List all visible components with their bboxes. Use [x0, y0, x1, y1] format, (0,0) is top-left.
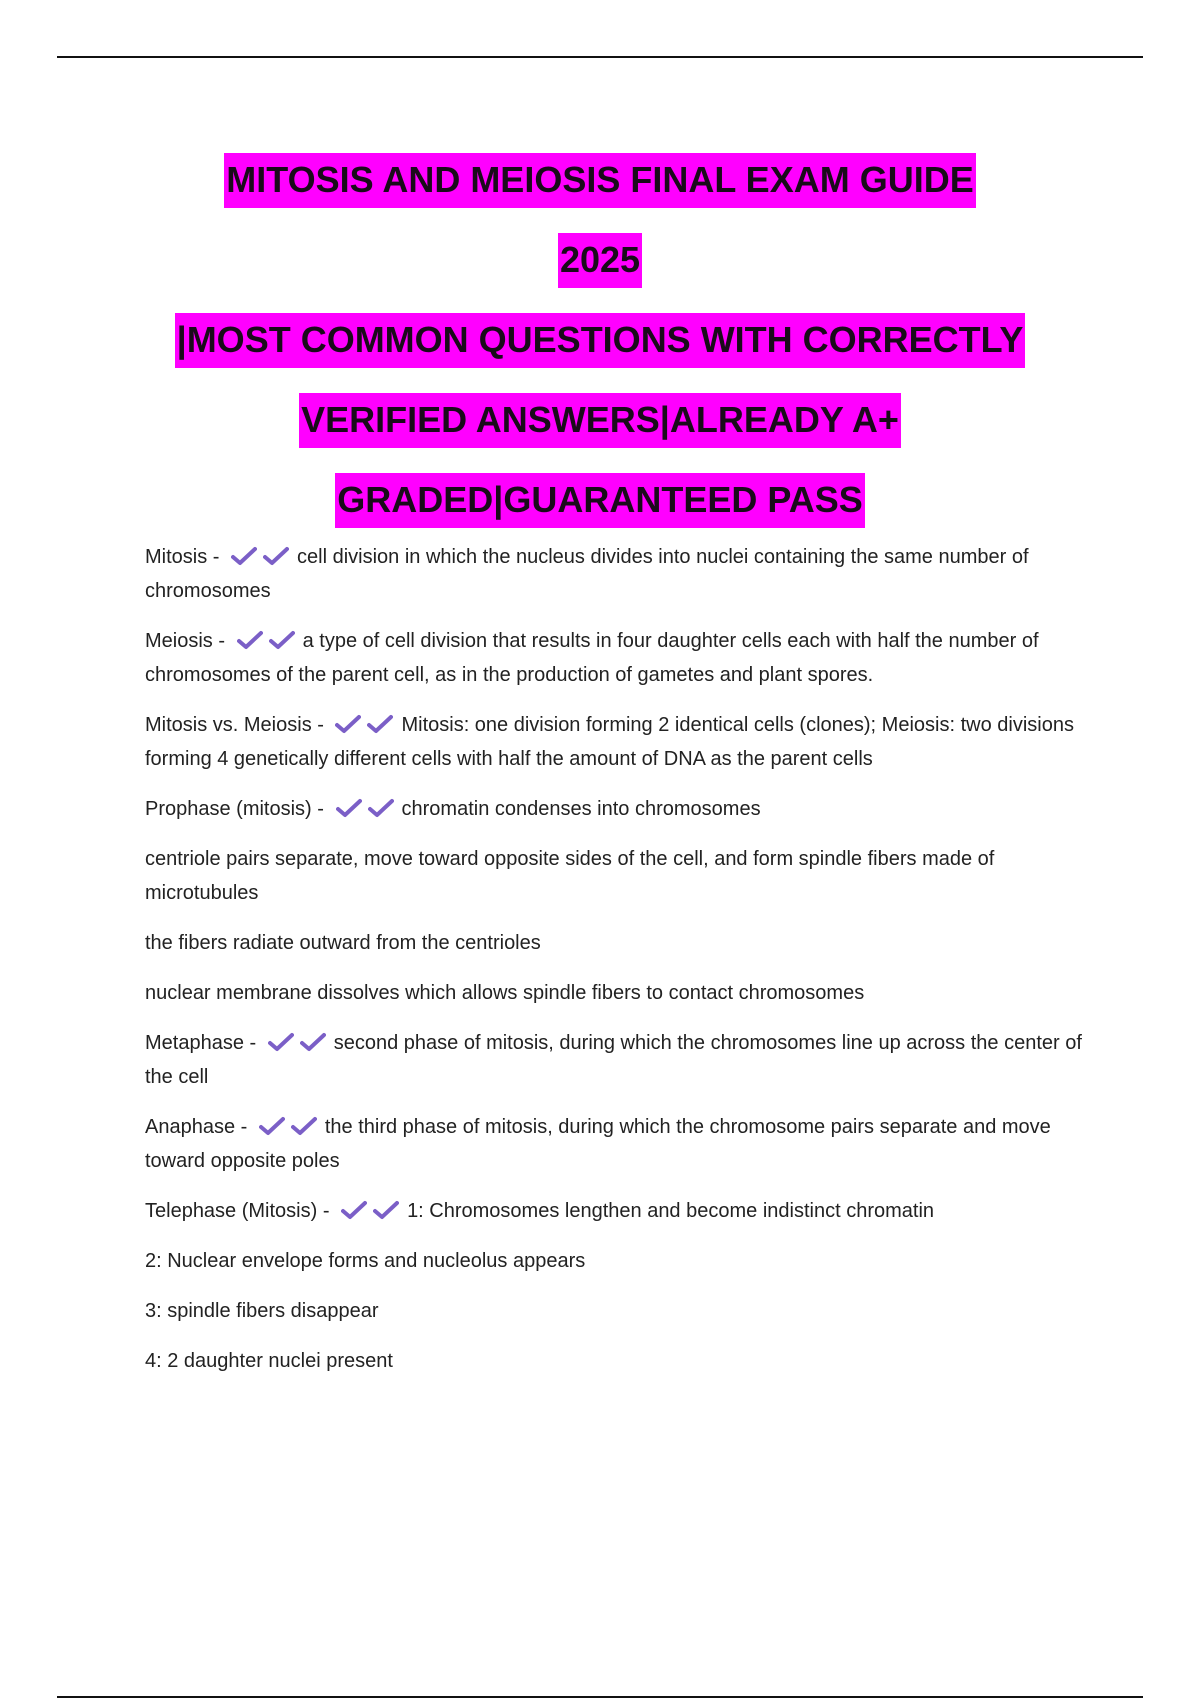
check-pair	[237, 630, 301, 652]
check-mark-icon	[263, 546, 289, 566]
check-mark-icon	[367, 714, 393, 734]
check-mark-icon	[269, 630, 295, 650]
title-line-1	[0, 140, 1200, 220]
check-mark-icon	[231, 546, 257, 566]
entry-definition: the third phase of mitosis, during which the chromosome pairs separate and move toward opposite poles	[145, 1116, 1051, 1172]
entry-term: Mitosis -	[145, 546, 225, 568]
title-line-2	[0, 220, 1200, 300]
bottom-rule	[57, 1696, 1143, 1698]
entry-definition: second phase of mitosis, during which the chromosomes line up across the center of the cell	[145, 1032, 1082, 1088]
entry-term: Mitosis vs. Meiosis -	[145, 714, 330, 736]
check-mark-icon	[368, 798, 394, 818]
prophase-note-1: centriole pairs separate, move toward opposite sides of the cell, and form spindle fibers made of microtubules	[145, 848, 995, 904]
title-line-3-text: |MOST COMMON QUESTIONS WITH CORRECTLY	[175, 313, 1026, 368]
check-mark-icon	[237, 630, 263, 650]
entry-mitosis-vs-meiosis	[145, 708, 1085, 776]
entry-definition: chromatin condenses into chromosomes	[401, 798, 761, 820]
prophase-note-3: nuclear membrane dissolves which allows spindle fibers to contact chromosomes	[145, 982, 865, 1004]
entry-metaphase	[145, 1026, 1085, 1094]
telephase-note-2: 2: Nuclear envelope forms and nucleolus appears	[145, 1250, 586, 1272]
check-pair	[341, 1200, 405, 1222]
entry-definition: a type of cell division that results in four daughter cells each with half the number of chromosomes of the parent cell, as in the production of gametes and plant spores.	[145, 630, 1039, 686]
qa-content	[145, 540, 1085, 1394]
check-mark-icon	[336, 798, 362, 818]
check-pair	[335, 714, 399, 736]
check-mark-icon	[341, 1200, 367, 1220]
entry-term: Prophase (mitosis) -	[145, 798, 330, 820]
entry-term: Metaphase -	[145, 1032, 262, 1054]
title-line-4-text: VERIFIED ANSWERS|ALREADY A+	[299, 393, 901, 448]
check-mark-icon	[335, 714, 361, 734]
title-line-3	[0, 300, 1200, 380]
title-line-5-text: GRADED|GUARANTEED PASS	[335, 473, 864, 528]
entry-definition: cell division in which the nucleus divides into nuclei containing the same number of chromosomes	[145, 546, 1029, 602]
title-line-5	[0, 460, 1200, 540]
entry-mitosis	[145, 540, 1085, 608]
entry-definition: 1: Chromosomes lengthen and become indistinct chromatin	[407, 1200, 935, 1222]
check-pair	[336, 798, 400, 820]
document-title	[0, 140, 1200, 540]
check-mark-icon	[291, 1116, 317, 1136]
entry-telephase	[145, 1194, 1085, 1228]
title-line-1-text: MITOSIS AND MEIOSIS FINAL EXAM GUIDE	[224, 153, 975, 208]
entry-definition: Mitosis: one division forming 2 identical cells (clones); Meiosis: two divisions forming 4 genetically different cells with half the amount of DNA as the parent cells	[145, 714, 1074, 770]
check-mark-icon	[268, 1032, 294, 1052]
entry-prophase	[145, 792, 1085, 826]
title-line-4	[0, 380, 1200, 460]
entry-meiosis	[145, 624, 1085, 692]
check-mark-icon	[259, 1116, 285, 1136]
entry-term: Telephase (Mitosis) -	[145, 1200, 336, 1222]
title-line-2-text: 2025	[558, 233, 642, 288]
telephase-note-4: 4: 2 daughter nuclei present	[145, 1350, 393, 1372]
check-pair	[259, 1116, 323, 1138]
check-mark-icon	[300, 1032, 326, 1052]
telephase-note-3: 3: spindle fibers disappear	[145, 1300, 379, 1322]
entry-anaphase	[145, 1110, 1085, 1178]
check-pair	[231, 546, 295, 568]
entry-term: Meiosis -	[145, 630, 231, 652]
check-pair	[268, 1032, 332, 1054]
entry-term: Anaphase -	[145, 1116, 253, 1138]
top-rule	[57, 56, 1143, 58]
check-mark-icon	[373, 1200, 399, 1220]
prophase-note-2: the fibers radiate outward from the centrioles	[145, 932, 541, 954]
